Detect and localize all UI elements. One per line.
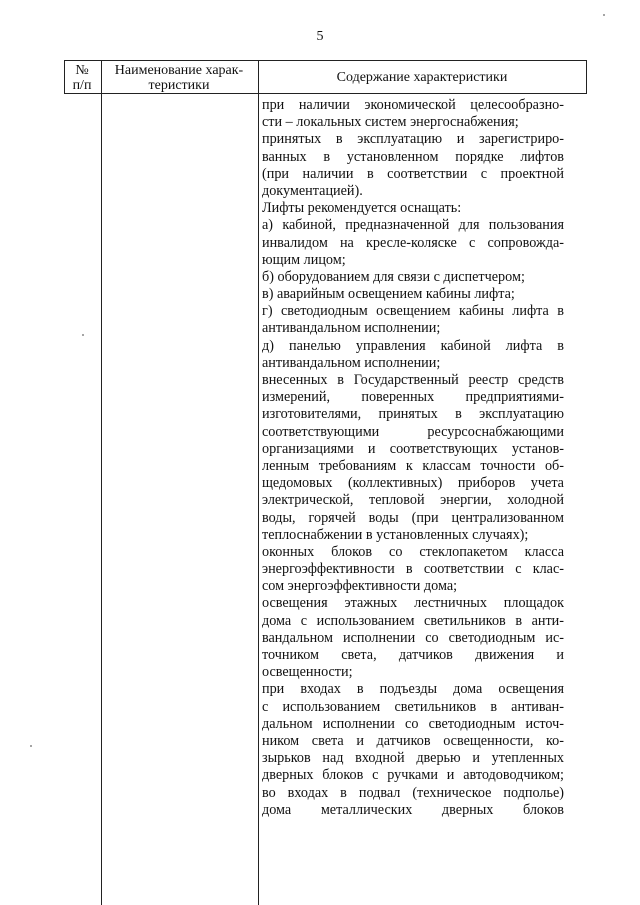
content-line: Лифты рекомендуется оснащать: bbox=[262, 200, 462, 217]
content-line: документацией). bbox=[262, 182, 363, 199]
content-line: щедомовых (коллективных) приборов учета bbox=[262, 475, 564, 492]
page-number: 5 bbox=[316, 29, 324, 44]
content-line: воды, горячей воды (при централизованном bbox=[262, 509, 564, 526]
header-col-content bbox=[258, 61, 586, 94]
content-line: дверных блоков с ручками и автодоводчиком; bbox=[262, 767, 564, 784]
content-line: антивандальном исполнении; bbox=[262, 320, 441, 337]
header-col-number bbox=[64, 61, 100, 94]
scan-speck bbox=[30, 745, 32, 747]
content-line: соответствующими ресурсоснабжающими bbox=[262, 423, 564, 440]
content-line: зырьков над входной дверью и утепленных bbox=[262, 750, 564, 767]
content-line: с использованием светильников в антиван- bbox=[262, 698, 564, 715]
content-line: электрической, тепловой энергии, холодной bbox=[262, 492, 564, 509]
content-line: освещенности; bbox=[262, 664, 353, 681]
content-line: внесенных в Государственный реестр средств bbox=[262, 372, 564, 388]
content-line: а) кабиной, предназначенной для пользования bbox=[262, 217, 564, 234]
header-number-symbol: № bbox=[75, 62, 89, 78]
content-line: вандальном исполнении со светодиодным ис- bbox=[262, 629, 564, 646]
characteristics-content bbox=[262, 97, 564, 819]
content-line: дома с использованием светильников в анти- bbox=[262, 612, 564, 629]
content-line: при наличии экономической целесообразно- bbox=[262, 97, 564, 113]
content-line: дома металлических дверных блоков bbox=[262, 801, 564, 818]
content-line: энергоэффективности в соответствии с клас- bbox=[262, 561, 564, 578]
content-line: д) панелью управления кабиной лифта в bbox=[262, 337, 564, 354]
header-content-label: Содержание характеристики bbox=[336, 70, 508, 85]
content-line: теплоснабжении в установленных случаях); bbox=[262, 526, 529, 543]
header-name-line2: теристики bbox=[148, 77, 210, 93]
content-line: ником света и датчиков освещенности, ко- bbox=[262, 732, 564, 749]
content-line: в) аварийным освещением кабины лифта; bbox=[262, 286, 515, 303]
header-number-abbrev: п/п bbox=[72, 77, 92, 93]
content-line: антивандальном исполнении; bbox=[262, 354, 441, 371]
scan-speck bbox=[82, 334, 84, 336]
content-line: ленным требованиям к классам точности об- bbox=[262, 457, 564, 474]
content-line: точником света, датчиков движения и bbox=[262, 647, 564, 663]
content-line: изготовителями, принятых в эксплуатацию bbox=[262, 406, 564, 423]
content-line: освещения этажных лестничных площадок bbox=[262, 595, 564, 612]
content-line: при входах в подъезды дома освещения bbox=[262, 681, 564, 698]
content-line: измерений, поверенных предприятиями- bbox=[262, 389, 564, 406]
table-border-left bbox=[64, 60, 65, 94]
content-line: сти – локальных систем энергоснабжения; bbox=[262, 114, 519, 131]
content-line: ющим лицом; bbox=[262, 251, 346, 268]
content-line: (при наличии в соответствии с проектной bbox=[262, 165, 564, 182]
table-border-right bbox=[586, 60, 587, 94]
content-line: дальном исполнении со светодиодным источ- bbox=[262, 715, 564, 732]
header-col-name bbox=[101, 61, 257, 94]
content-line: инвалидом на кресле-коляске с сопровожда- bbox=[262, 234, 564, 251]
content-line: б) оборудованием для связи с диспетчером; bbox=[262, 268, 525, 285]
content-line: во входах в подвал (техническое подполье) bbox=[262, 784, 564, 801]
column-divider-1 bbox=[101, 60, 102, 905]
content-line: г) светодиодным освещением кабины лифта в bbox=[262, 303, 564, 320]
content-line: принятых в эксплуатацию и зарегистриро- bbox=[262, 131, 564, 148]
header-name-line1: Наименование харак- bbox=[114, 62, 244, 78]
table-header bbox=[64, 60, 586, 94]
content-line: организациями и соответствующих установ- bbox=[262, 440, 564, 457]
content-line: оконных блоков со стеклопакетом класса bbox=[262, 543, 564, 560]
column-divider-2 bbox=[258, 60, 259, 905]
content-line: сом энергоэффективности дома; bbox=[262, 578, 458, 595]
content-line: ванных в установленном порядке лифтов bbox=[262, 148, 564, 165]
scan-speck bbox=[603, 14, 605, 16]
